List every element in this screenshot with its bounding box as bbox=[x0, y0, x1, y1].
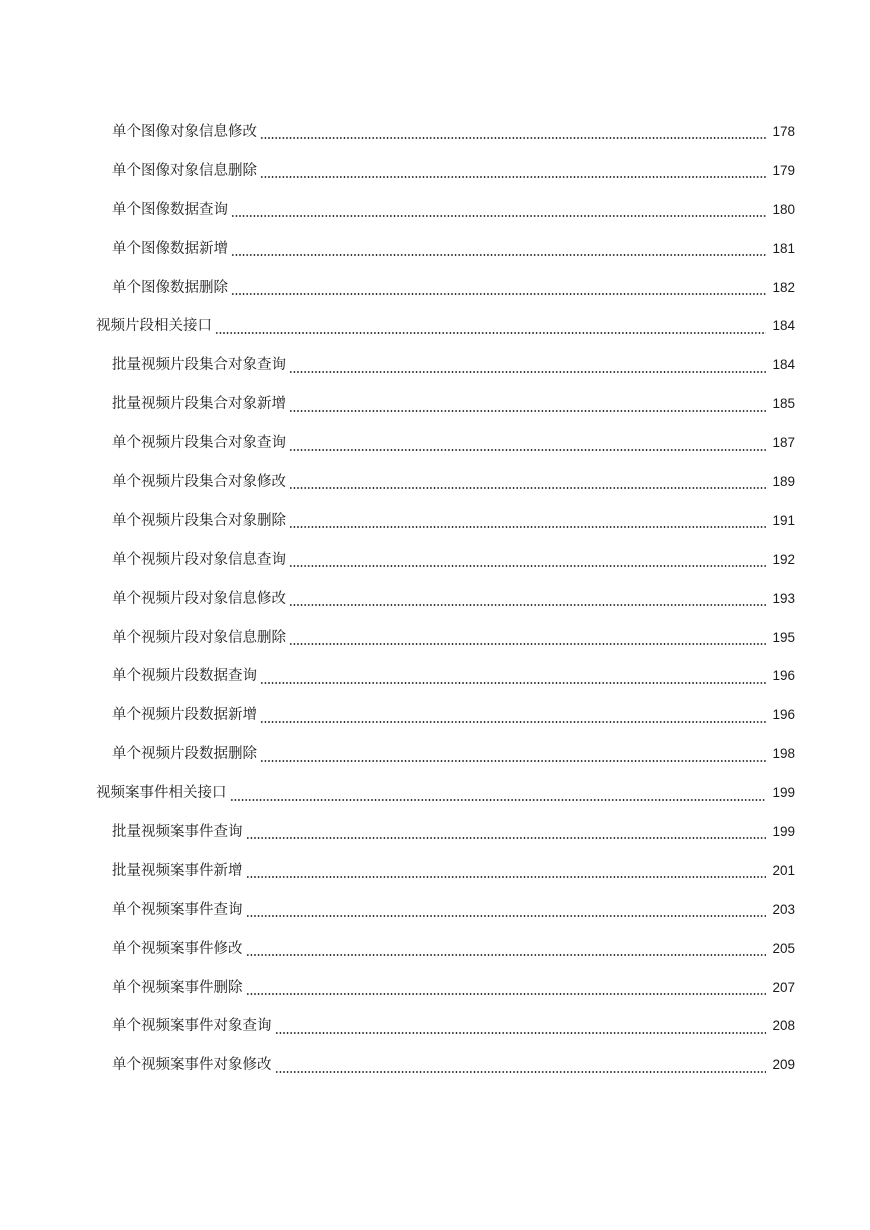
toc-entry-title: 单个视频案事件查询 bbox=[112, 901, 243, 918]
toc-entry-title: 单个视频片段数据删除 bbox=[112, 746, 257, 763]
toc-dot-leader bbox=[231, 254, 766, 256]
toc-entry-title: 单个图像数据查询 bbox=[112, 201, 228, 218]
toc-dot-leader bbox=[289, 565, 766, 567]
toc-subsection-entry[interactable] bbox=[0, 230, 870, 269]
toc-subsection-entry[interactable] bbox=[0, 191, 870, 230]
toc-dot-leader bbox=[246, 837, 767, 839]
toc-entry-title: 批量视频案事件查询 bbox=[112, 824, 243, 841]
toc-page-number: 179 bbox=[772, 162, 795, 178]
toc-entry-title: 视频案事件相关接口 bbox=[96, 785, 227, 802]
toc-subsection-entry[interactable] bbox=[0, 735, 870, 774]
toc-subsection-entry[interactable] bbox=[0, 852, 870, 891]
toc-entry-title: 单个图像数据新增 bbox=[112, 240, 228, 257]
toc-subsection-entry[interactable] bbox=[0, 269, 870, 308]
toc-dot-leader bbox=[275, 1071, 767, 1073]
toc-entry-title: 批量视频片段集合对象查询 bbox=[112, 357, 286, 374]
toc-subsection-entry[interactable] bbox=[0, 541, 870, 580]
toc-dot-leader bbox=[260, 682, 766, 684]
toc-subsection-entry[interactable] bbox=[0, 930, 870, 969]
toc-dot-leader bbox=[215, 332, 766, 334]
toc-page-number: 199 bbox=[772, 785, 795, 801]
toc-page-number: 181 bbox=[772, 240, 795, 256]
toc-subsection-entry[interactable] bbox=[0, 463, 870, 502]
toc-subsection-entry[interactable] bbox=[0, 1046, 870, 1085]
toc-section-entry[interactable] bbox=[0, 307, 870, 346]
toc-subsection-entry[interactable] bbox=[0, 152, 870, 191]
toc-dot-leader bbox=[260, 721, 766, 723]
toc-subsection-entry[interactable] bbox=[0, 385, 870, 424]
toc-page-number: 178 bbox=[772, 124, 795, 139]
toc-dot-leader bbox=[231, 215, 766, 217]
toc-entry-title: 单个视频片段集合对象查询 bbox=[112, 435, 286, 452]
toc-page-number: 199 bbox=[772, 824, 795, 840]
toc-subsection-entry[interactable] bbox=[0, 813, 870, 852]
toc-page-number: 185 bbox=[772, 396, 795, 412]
toc-entry-title: 单个视频案事件对象修改 bbox=[112, 1057, 272, 1074]
toc-page-number: 189 bbox=[772, 474, 795, 490]
toc-entry-title: 批量视频案事件新增 bbox=[112, 862, 243, 879]
toc-entry-title: 单个图像数据删除 bbox=[112, 279, 228, 296]
toc-subsection-entry[interactable] bbox=[0, 619, 870, 658]
toc-subsection-entry[interactable] bbox=[0, 580, 870, 619]
toc-entry-title: 单个视频片段集合对象修改 bbox=[112, 474, 286, 491]
toc-subsection-entry[interactable] bbox=[0, 969, 870, 1008]
toc-subsection-entry[interactable] bbox=[0, 424, 870, 463]
toc-page-number: 198 bbox=[772, 746, 795, 762]
toc-entry-title: 视频片段相关接口 bbox=[96, 318, 212, 335]
toc-section-entry[interactable] bbox=[0, 774, 870, 813]
toc-entry-title: 单个视频片段集合对象删除 bbox=[112, 512, 286, 529]
toc-entry-title: 单个视频案事件对象查询 bbox=[112, 1018, 272, 1035]
toc-page-number: 180 bbox=[772, 201, 795, 217]
toc-page-number: 207 bbox=[772, 979, 795, 995]
toc-page-number: 193 bbox=[772, 590, 795, 606]
toc-dot-leader bbox=[289, 526, 766, 528]
toc-dot-leader bbox=[230, 799, 767, 801]
toc-dot-leader bbox=[246, 993, 767, 995]
toc-page-number: 192 bbox=[772, 551, 795, 567]
toc-page-number: 205 bbox=[772, 940, 795, 956]
toc-dot-leader bbox=[246, 915, 767, 917]
toc-entry-title: 单个视频片段对象信息查询 bbox=[112, 551, 286, 568]
toc-page-number: 195 bbox=[772, 629, 795, 645]
toc-dot-leader bbox=[289, 410, 766, 412]
toc-entry-title: 单个视频案事件修改 bbox=[112, 940, 243, 957]
toc-subsection-entry[interactable] bbox=[0, 113, 870, 152]
toc-subsection-entry[interactable] bbox=[0, 696, 870, 735]
toc-subsection-entry[interactable] bbox=[0, 657, 870, 696]
toc-dot-leader bbox=[289, 604, 766, 606]
toc-dot-leader bbox=[260, 137, 766, 139]
toc-dot-leader bbox=[260, 176, 766, 178]
toc-entry-title: 批量视频片段集合对象新增 bbox=[112, 396, 286, 413]
toc-dot-leader bbox=[231, 293, 766, 295]
toc-entry-title: 单个视频片段对象信息删除 bbox=[112, 629, 286, 646]
toc-subsection-entry[interactable] bbox=[0, 502, 870, 541]
toc-page-number: 196 bbox=[772, 668, 795, 684]
toc-page-number: 196 bbox=[772, 707, 795, 723]
toc-entry-title: 单个视频片段数据查询 bbox=[112, 668, 257, 685]
toc-subsection-entry[interactable] bbox=[0, 891, 870, 930]
toc-subsection-entry[interactable] bbox=[0, 1007, 870, 1046]
toc-page-number: 184 bbox=[772, 318, 795, 334]
toc-page-number: 203 bbox=[772, 901, 795, 917]
toc-page-number: 209 bbox=[772, 1057, 795, 1073]
toc-dot-leader bbox=[275, 1032, 767, 1034]
toc-subsection-entry[interactable] bbox=[0, 346, 870, 385]
toc-dot-leader bbox=[289, 643, 766, 645]
toc-page-number: 182 bbox=[772, 279, 795, 295]
table-of-contents bbox=[0, 113, 870, 1085]
toc-entry-title: 单个图像对象信息删除 bbox=[112, 162, 257, 179]
toc-page-number: 184 bbox=[772, 357, 795, 373]
toc-dot-leader bbox=[289, 371, 766, 373]
toc-entry-title: 单个视频片段数据新增 bbox=[112, 707, 257, 724]
toc-dot-leader bbox=[289, 487, 766, 489]
toc-dot-leader bbox=[260, 760, 766, 762]
toc-dot-leader bbox=[246, 876, 767, 878]
toc-page-number: 201 bbox=[772, 862, 795, 878]
toc-dot-leader bbox=[289, 449, 766, 451]
toc-entry-title: 单个视频案事件删除 bbox=[112, 979, 243, 996]
toc-dot-leader bbox=[246, 954, 767, 956]
toc-page-number: 187 bbox=[772, 435, 795, 451]
toc-entry-title: 单个图像对象信息修改 bbox=[112, 124, 257, 140]
toc-entry-title: 单个视频片段对象信息修改 bbox=[112, 590, 286, 607]
toc-page-number: 208 bbox=[772, 1018, 795, 1034]
toc-page-number: 191 bbox=[772, 512, 795, 528]
